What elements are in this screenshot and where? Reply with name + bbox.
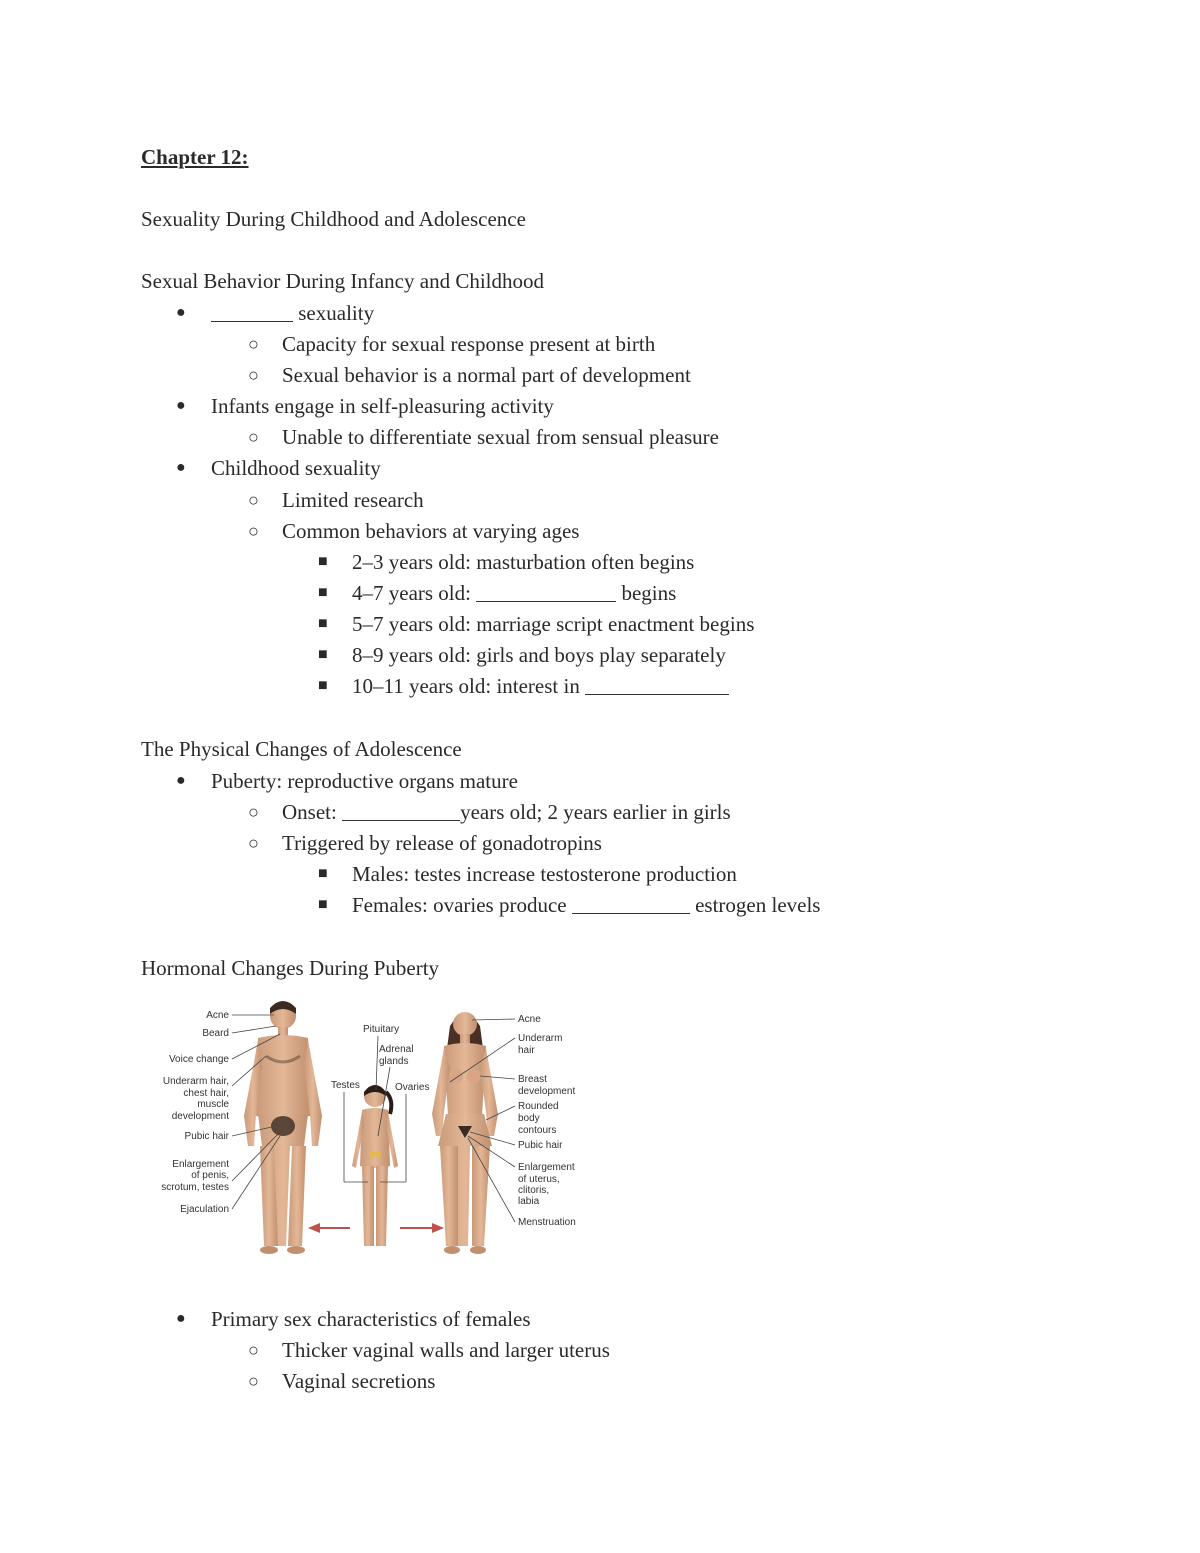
label-pubic-hair-male: Pubic hair xyxy=(184,1131,229,1142)
label-chest-hair: chest hair, xyxy=(183,1088,229,1099)
male-figure xyxy=(244,1001,322,1254)
arrow-right-icon xyxy=(400,1223,444,1233)
list-item: Common behaviors at varying ages xyxy=(282,519,580,543)
label-adrenal: Adrenal xyxy=(379,1044,414,1055)
label-menstruation: Menstruation xyxy=(518,1217,576,1228)
list-item-text: 10–11 years old: interest in xyxy=(352,674,580,698)
list-item: Unable to differentiate sexual from sensual pleasure xyxy=(282,425,719,449)
label-beard: Beard xyxy=(202,1028,229,1039)
list-item xyxy=(352,673,729,699)
list-item-text: Females: ovaries produce xyxy=(352,893,567,917)
list-item: Limited research xyxy=(282,488,424,512)
label-of-uterus: of uterus, xyxy=(518,1174,560,1185)
bullet-icon: ● xyxy=(176,459,186,476)
arrow-left-icon xyxy=(308,1223,350,1233)
label-contours: contours xyxy=(518,1125,557,1136)
label-pubic-hair-female: Pubic hair xyxy=(518,1140,563,1151)
square-bullet-icon: ■ xyxy=(318,615,328,632)
label-development: development xyxy=(171,1111,229,1122)
list-item-text: estrogen levels xyxy=(695,893,821,917)
bullet-icon: ● xyxy=(176,304,186,321)
list-item: 5–7 years old: marriage script enactment begins xyxy=(352,612,755,636)
circle-bullet-icon: ○ xyxy=(248,833,259,853)
label-hair: hair xyxy=(518,1045,535,1056)
bullet-icon: ● xyxy=(176,1310,186,1327)
list-item-text: sexuality xyxy=(298,301,375,325)
circle-bullet-icon: ○ xyxy=(248,427,259,447)
label-clitoris: clitoris, xyxy=(518,1185,550,1196)
list-item xyxy=(352,580,676,606)
list-item: Thicker vaginal walls and larger uterus xyxy=(282,1338,610,1362)
list-item: 8–9 years old: girls and boys play separately xyxy=(352,643,726,667)
label-underarm-hair: Underarm hair, xyxy=(162,1076,229,1087)
square-bullet-icon: ■ xyxy=(318,677,328,694)
label-pituitary: Pituitary xyxy=(363,1024,400,1035)
list-item: Primary sex characteristics of females xyxy=(211,1307,531,1331)
list-item-text: years old; 2 years earlier in girls xyxy=(460,800,731,824)
fill-in-blank xyxy=(572,893,690,914)
chapter-title: Chapter 12: xyxy=(141,145,249,169)
fill-in-blank xyxy=(476,581,616,602)
fill-in-blank xyxy=(342,800,460,821)
label-ejaculation: Ejaculation xyxy=(180,1204,229,1215)
circle-bullet-icon: ○ xyxy=(248,1340,259,1360)
body-illustration xyxy=(150,996,590,1266)
circle-bullet-icon: ○ xyxy=(248,802,259,822)
hormonal-heading: Hormonal Changes During Puberty xyxy=(141,956,440,980)
label-breast-development: development xyxy=(518,1086,576,1097)
label-acne-female: Acne xyxy=(518,1014,541,1025)
list-item: Puberty: reproductive organs mature xyxy=(211,769,518,793)
section-title: Sexuality During Childhood and Adolescence xyxy=(141,207,526,231)
child-figure xyxy=(352,1085,398,1246)
list-item-text: 4–7 years old: xyxy=(352,581,471,605)
label-testes: Testes xyxy=(331,1080,360,1091)
female-labels xyxy=(518,1014,576,1228)
square-bullet-icon: ■ xyxy=(318,584,328,601)
fill-in-blank xyxy=(211,301,293,322)
list-item: Males: testes increase testosterone production xyxy=(352,862,737,886)
list-item: Vaginal secretions xyxy=(282,1369,436,1393)
list-item: 2–3 years old: masturbation often begins xyxy=(352,550,695,574)
physical-heading: The Physical Changes of Adolescence xyxy=(141,737,462,761)
label-acne-male: Acne xyxy=(206,1010,229,1021)
list-item-text: Onset: xyxy=(282,800,337,824)
list-item: Capacity for sexual response present at birth xyxy=(282,332,656,356)
label-enlargement-female: Enlargement xyxy=(518,1162,575,1173)
label-underarm: Underarm xyxy=(518,1033,563,1044)
label-rounded: Rounded xyxy=(518,1101,559,1112)
list-item-text: begins xyxy=(621,581,677,605)
list-item xyxy=(282,799,731,825)
label-labia: labia xyxy=(518,1196,540,1207)
child-labels xyxy=(331,1024,429,1093)
circle-bullet-icon: ○ xyxy=(248,1371,259,1391)
circle-bullet-icon: ○ xyxy=(248,521,259,541)
infancy-heading: Sexual Behavior During Infancy and Childhood xyxy=(141,269,544,293)
label-muscle: muscle xyxy=(197,1099,229,1110)
label-breast: Breast xyxy=(518,1074,547,1085)
bullet-icon: ● xyxy=(176,772,186,789)
square-bullet-icon: ■ xyxy=(318,896,328,913)
square-bullet-icon: ■ xyxy=(318,865,328,882)
label-ovaries: Ovaries xyxy=(395,1082,430,1093)
list-item xyxy=(352,892,820,918)
bullet-icon: ● xyxy=(176,397,186,414)
circle-bullet-icon: ○ xyxy=(248,365,259,385)
list-item: Sexual behavior is a normal part of development xyxy=(282,363,691,387)
puberty-hormonal-changes-figure xyxy=(150,996,590,1266)
list-item: Triggered by release of gonadotropins xyxy=(282,831,602,855)
list-item xyxy=(211,300,374,326)
list-item: Childhood sexuality xyxy=(211,456,381,480)
label-body: body xyxy=(518,1113,540,1124)
label-scrotum-testes: scrotum, testes xyxy=(161,1182,229,1193)
square-bullet-icon: ■ xyxy=(318,646,328,663)
label-of-penis: of penis, xyxy=(191,1170,229,1181)
circle-bullet-icon: ○ xyxy=(248,334,259,354)
label-glands: glands xyxy=(379,1056,409,1067)
list-item: Infants engage in self-pleasuring activity xyxy=(211,394,554,418)
circle-bullet-icon: ○ xyxy=(248,490,259,510)
female-figure xyxy=(432,1012,498,1254)
fill-in-blank xyxy=(585,674,729,695)
label-enlargement-male: Enlargement xyxy=(172,1159,229,1170)
square-bullet-icon: ■ xyxy=(318,553,328,570)
male-labels xyxy=(161,1010,229,1215)
label-voice-change: Voice change xyxy=(168,1054,229,1065)
